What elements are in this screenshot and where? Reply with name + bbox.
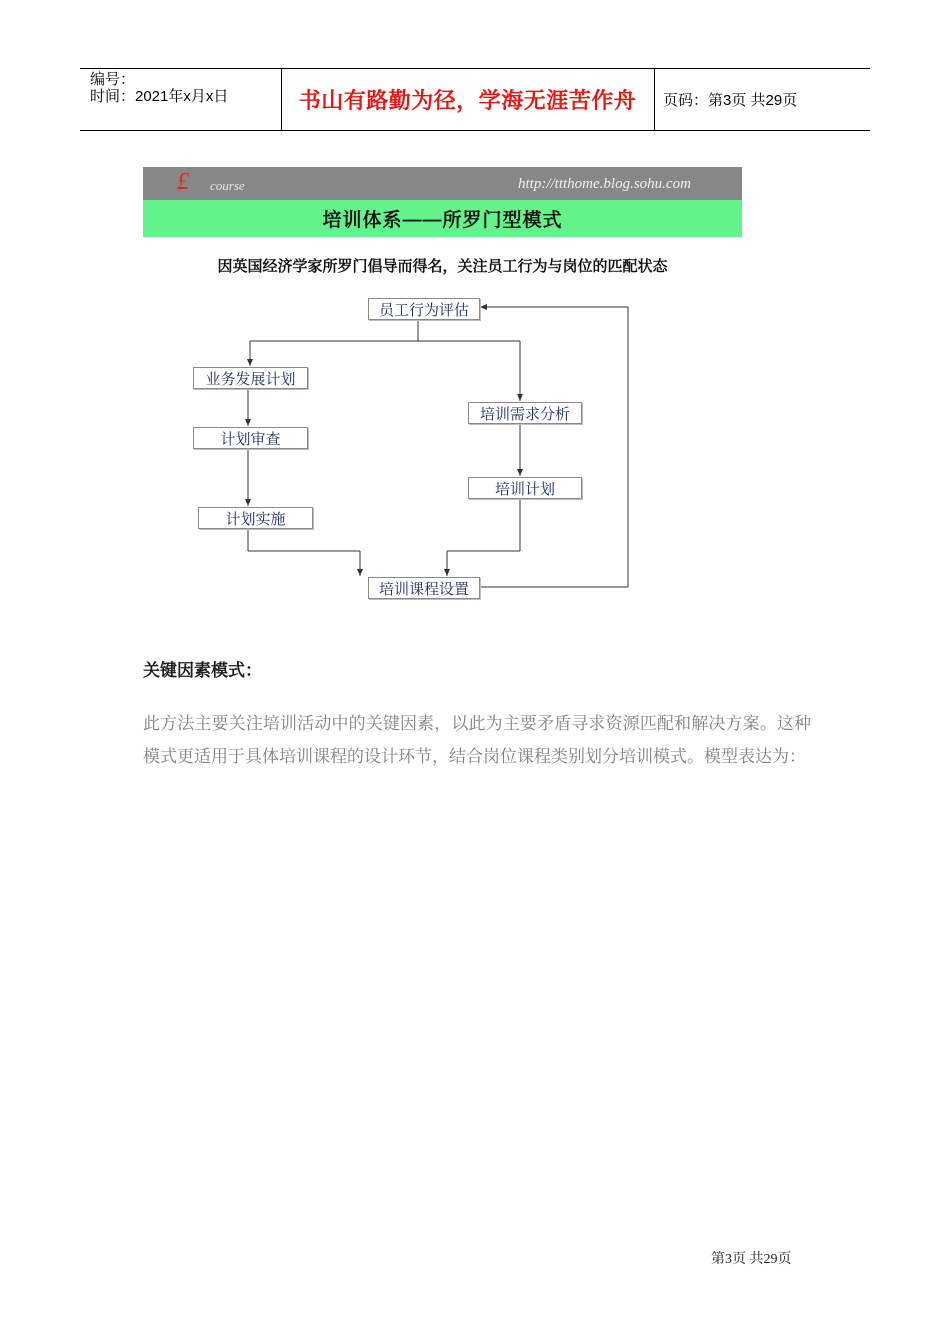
page-footer: 第3页 共29页	[711, 1252, 792, 1267]
box-training-plan: 培训计划	[468, 477, 582, 499]
page-info: 页码：第3页 共29页	[663, 92, 798, 109]
header-motto-cell	[281, 69, 655, 130]
time-label: 时间：2021年x月x日	[90, 88, 229, 105]
section-paragraph: 此方法主要关注培训活动中的关键因素，以此为主要矛盾寻求资源匹配和解决方案。这种模式更适用于具体培训课程的设计环节，结合岗位课程类别划分培训模式。模型表达为：	[143, 714, 811, 767]
box-plan-impl: 计划实施	[198, 507, 313, 529]
box-plan-review: 计划审查	[193, 427, 308, 449]
box-business-plan: 业务发展计划	[193, 367, 308, 389]
training-system-figure	[143, 167, 743, 607]
figure-subtitle: 因英国经济学家所罗门倡导而得名，关注员工行为与岗位的匹配状态	[217, 258, 668, 275]
motto: 书山有路勤为径，学海无涯苦作舟	[298, 89, 637, 114]
document-header	[80, 68, 870, 131]
blog-url: http://ttthome.blog.sohu.com	[518, 176, 691, 192]
figure-title: 培训体系——所罗门型模式	[143, 200, 742, 237]
box-course-setup: 培训课程设置	[368, 577, 480, 599]
section-heading: 关键因素模式：	[143, 661, 262, 681]
logo-course-text: course	[210, 178, 245, 193]
box-needs-analysis: 培训需求分析	[468, 402, 582, 424]
logo-mark: £	[177, 169, 189, 195]
box-employee-eval: 员工行为评估	[368, 298, 480, 320]
header-page-cell	[655, 69, 870, 130]
number-label: 编号：	[90, 71, 136, 88]
header-meta-cell	[80, 69, 282, 130]
